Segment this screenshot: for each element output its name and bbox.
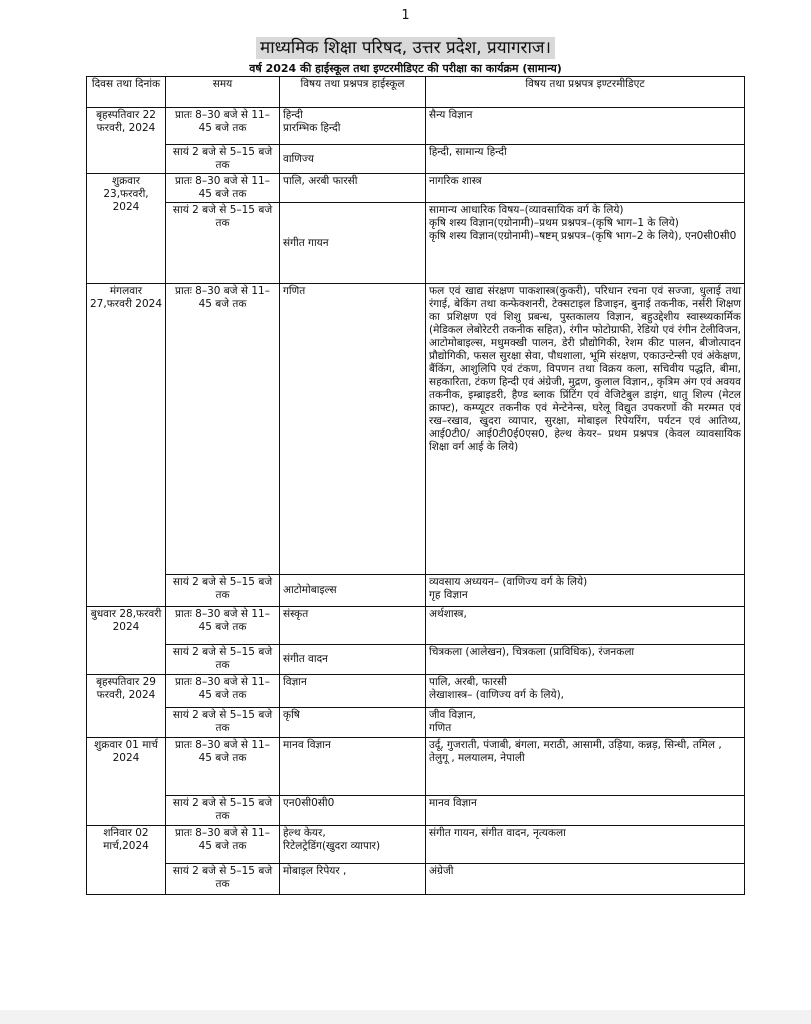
highschool-subject-cell: [280, 826, 426, 864]
day-date-cell: मंगलवार 27,फरवरी 2024: [87, 284, 166, 607]
intermediate-subject-cell: अर्थशास्त्र,: [426, 607, 745, 645]
intermediate-subject: सामान्य आधारिक विषय–(व्यावसायिक वर्ग के लिये) कृषि शस्य विज्ञान(एग्रोनामी)–प्रथम प्रश्नपत्र–(कृषि भाग–1 के लिये) कृषि शस्य विज्ञान(एग्रोनामी)–षष्टम् प्रश्नपत्र–(कृषि भाग–2 के लिये), एन0सी0सी0: [429, 204, 737, 242]
highschool-subject-cell: कृषि: [280, 708, 426, 738]
time-cell: सायं 2 बजे से 5–15 बजे तक: [166, 145, 280, 174]
intermediate-subject-cell: नागरिक शास्त्र: [426, 174, 745, 203]
table-row: [87, 607, 745, 645]
intermediate-subject: व्यवसाय अध्ययन– (वाणिज्य वर्ग के लिये) गृह विज्ञान: [429, 576, 588, 601]
highschool-subject-cell: वाणिज्य: [280, 145, 426, 174]
time-cell: प्रातः 8–30 बजे से 11–45 बजे तक: [166, 738, 280, 796]
time-cell: प्रातः 8–30 बजे से 11–45 बजे तक: [166, 108, 280, 145]
highschool-subject: हिन्दी प्रारम्भिक हिन्दी: [283, 109, 341, 134]
day-date-cell: शनिवार 02 मार्च,2024: [87, 826, 166, 895]
highschool-subject-cell: एन0सी0सी0: [280, 796, 426, 826]
intermediate-subject: पालि, अरबी, फारसी लेखाशास्त्र– (वाणिज्य वर्ग के लिये),: [429, 676, 565, 701]
intermediate-subject-cell: संगीत गायन, संगीत वादन, नृत्यकला: [426, 826, 745, 864]
time-cell: सायं 2 बजे से 5–15 बजे तक: [166, 796, 280, 826]
intermediate-subject-cell: उर्दू, गुजराती, पंजाबी, बंगला, मराठी, आसामी, उड़िया, कन्नड़, सिन्धी, तमिल , तेलुगू , मलयालम, नेपाली: [426, 738, 745, 796]
highschool-subject-cell: संगीत वादन: [280, 645, 426, 675]
header-time: समय: [166, 77, 280, 108]
highschool-subject: हेल्थ केयर, रिटेलट्रेडिंग(खुदरा व्यापार): [283, 827, 381, 852]
time-cell: सायं 2 बजे से 5–15 बजे तक: [166, 575, 280, 607]
day-date-cell: बृहस्पतिवार 22 फरवरी, 2024: [87, 108, 166, 174]
intermediate-subject-cell: मानव विज्ञान: [426, 796, 745, 826]
intermediate-subject-cell: अंग्रेजी: [426, 864, 745, 895]
intermediate-subject-cell: फल एवं खाद्य संरक्षण पाकशास्त्र(कुकरी), परिधान रचना एवं सज्जा, धुलाई तथा रंगाई, बेकिंग तथा कन्फेक्शनरी, टेक्सटाइल डिजाइन, बुनाई तकनीक, नर्सरी शिक्षण का प्रशिक्षण एवं शिशु प्रबन्ध, पुस्तकालय विज्ञान, बहुउद्देशीय स्वास्थ्यकार्मिक (मेडिकल लेबोरेटरी तकनीक सहित), रंगीन फोटोग्राफी, रेडियो एवं रंगीन टेलीविजन, आटोमोबाइल्स, मधुमक्खी पालन, डेरी प्रौद्योगिकी, रेशम कीट पालन, बीजोत्पादन प्रौद्योगिकी, फसल सुरक्षा सेवा, पौधशाला, भूमि संरक्षण, एकाउन्टेन्सी एवं अंकेक्षण, बैंकिंग, आशुलिपि एवं टंकण, विपणन तथा विक्रय कला, सचिवीय पद्धति, बीमा, सहकारिता, टंकण हिन्दी एवं अंग्रेजी, मुद्रण, कुलाल विज्ञान,, कृत्रिम अंग एवं अवयव तकनीक, इम्ब्राइडरी, हैण्ड ब्लाक प्रिंटिंग एवं वेजिटेबुल डाइंग, धातु शिल्प (मेटल क्राफ्ट), कम्प्यूटर तकनीक एवं मेन्टेनेन्स, घरेलू विद्युत उपकरणों की मरम्मत एवं रख–रखाव, खुदरा व्यापार, सुरक्षा, मोबाइल रिपेयरिंग, पर्यटन एवं आतिथ्य, आई0टी0/ आई0टी0ई0एस0, हेल्थ केयर– प्रथम प्रश्नपत्र (केवल व्यावसायिक शिक्षा वर्ग आई के लिये): [426, 284, 745, 575]
highschool-subject-cell: संगीत गायन: [280, 203, 426, 284]
time-cell: सायं 2 बजे से 5–15 बजे तक: [166, 645, 280, 675]
exam-schedule-table: [86, 76, 745, 895]
intermediate-subject-cell: सैन्य विज्ञान: [426, 108, 745, 145]
page-number: 1: [401, 8, 410, 23]
time-cell: सायं 2 बजे से 5–15 बजे तक: [166, 203, 280, 284]
highschool-subject-cell: आटोमोबाइल्स: [280, 575, 426, 607]
intermediate-subject-cell: चित्रकला (आलेखन), चित्रकला (प्राविधिक), रंजनकला: [426, 645, 745, 675]
table-row: [87, 174, 745, 203]
table-row: [87, 645, 745, 675]
highschool-subject-cell: [280, 108, 426, 145]
time-cell: सायं 2 बजे से 5–15 बजे तक: [166, 708, 280, 738]
day-date-cell: शुक्रवार 01 मार्च 2024: [87, 738, 166, 826]
intermediate-subject-cell: [426, 675, 745, 708]
highschool-subject-cell: पालि, अरबी फारसी: [280, 174, 426, 203]
time-cell: प्रातः 8–30 बजे से 11–45 बजे तक: [166, 826, 280, 864]
table-row: [87, 864, 745, 895]
header-day-date: दिवस तथा दिनांक: [87, 77, 166, 108]
highschool-subject-cell: विज्ञान: [280, 675, 426, 708]
intermediate-subject: जीव विज्ञान, गणित: [429, 709, 476, 734]
intermediate-subject-cell: [426, 203, 745, 284]
highschool-subject-cell: गणित: [280, 284, 426, 575]
board-title: [0, 37, 811, 59]
day-date-cell: शुक्रवार 23,फरवरी, 2024: [87, 174, 166, 284]
time-cell: प्रातः 8–30 बजे से 11–45 बजे तक: [166, 675, 280, 708]
intermediate-subject-cell: हिन्दी, सामान्य हिन्दी: [426, 145, 745, 174]
table-row: [87, 738, 745, 796]
table-row: [87, 108, 745, 145]
day-date-cell: बृहस्पतिवार 29 फरवरी, 2024: [87, 675, 166, 738]
table-row: [87, 826, 745, 864]
intermediate-subject-cell: [426, 708, 745, 738]
time-cell: प्रातः 8–30 बजे से 11–45 बजे तक: [166, 174, 280, 203]
highschool-subject-cell: संस्कृत: [280, 607, 426, 645]
table-row: [87, 284, 745, 575]
exam-schedule-subtitle: वर्ष 2024 की हाईस्कूल तथा इण्टरमीडिएट की परीक्षा का कार्यक्रम (सामान्य): [249, 62, 562, 75]
time-cell: प्रातः 8–30 बजे से 11–45 बजे तक: [166, 607, 280, 645]
day-date-cell: बुधवार 28,फरवरी 2024: [87, 607, 166, 675]
table-row: [87, 145, 745, 174]
table-row: [87, 675, 745, 708]
highschool-subject-cell: मोबाइल रिपेयर ,: [280, 864, 426, 895]
table-row: [87, 575, 745, 607]
intermediate-subject-cell: [426, 575, 745, 607]
highschool-subject-cell: मानव विज्ञान: [280, 738, 426, 796]
header-highschool: विषय तथा प्रश्नपत्र हाईस्कूल: [280, 77, 426, 108]
time-cell: प्रातः 8–30 बजे से 11–45 बजे तक: [166, 284, 280, 575]
time-cell: सायं 2 बजे से 5–15 बजे तक: [166, 864, 280, 895]
board-title-text: माध्यमिक शिक्षा परिषद, उत्तर प्रदेश, प्रयागराज।: [256, 37, 555, 59]
table-header-row: [87, 77, 745, 108]
header-intermediate: विषय तथा प्रश्नपत्र इण्टरमीडिएट: [426, 77, 745, 108]
table-row: [87, 708, 745, 738]
table-row: [87, 796, 745, 826]
table-row: [87, 203, 745, 284]
